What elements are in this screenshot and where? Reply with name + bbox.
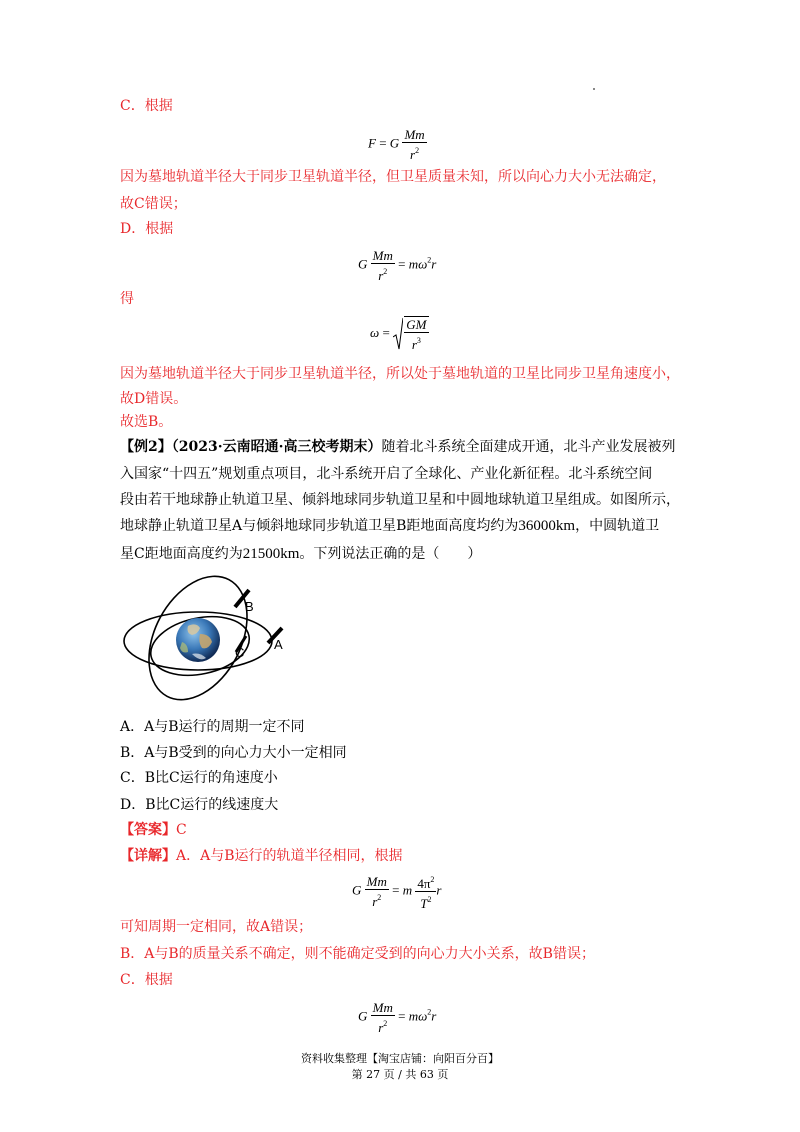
option-c: C．B比C运行的角速度小: [120, 770, 278, 786]
example2-tag: 【例2】: [120, 439, 172, 455]
page-number: 第 27 页 / 共 63 页: [351, 1068, 449, 1081]
answer-line: [120, 820, 187, 840]
label-a: A: [274, 637, 283, 652]
orbit-diagram: [118, 568, 298, 708]
equation-angular-velocity: G $\frac{Mm}{r^2}$ = $m\omega^2r$: [358, 248, 437, 283]
example2-source: （2023·云南昭通·高三校考期末）: [171, 439, 382, 455]
choose-b: 故选B。: [120, 414, 173, 430]
height-value-ab: 36000km: [518, 518, 576, 534]
earth-icon: [176, 618, 220, 662]
detail-label: 【详解】: [120, 848, 176, 864]
option-b: B．A与B受到的向心力大小一定相同: [120, 745, 347, 761]
d-reason-line-2: 故D错误。: [120, 391, 188, 407]
example2-line-1: 【例2】（2023·云南昭通·高三校考期末）随着北斗系统全面建成开通，北斗产业发展被列: [120, 439, 676, 455]
detail-line-1: 【详解】A．A与B运行的轨道半径相同，根据: [120, 848, 403, 864]
answer-label: 【答案】: [120, 822, 176, 838]
equation-period: G $\frac{Mm}{r^2}$ = m $\frac{4\pi^2}{T^2}$ r: [352, 874, 442, 911]
c-reason-line-1: 因为墓地轨道半径大于同步卫星轨道半径，但卫星质量未知，所以向心力大小无法确定，: [120, 169, 666, 185]
c-label: C．根据: [120, 98, 173, 114]
equation-gravity-force: F = G $\frac{Mm}{r^2}$: [368, 127, 425, 162]
example2-line-5: 星C距地面高度约为21500km。下列说法正确的是（ ）: [120, 546, 482, 562]
label-b: B: [245, 599, 254, 614]
footer-source: 资料收集整理【淘宝店铺：向阳百分百】: [301, 1052, 499, 1065]
detail-line-2: 可知周期一定相同，故A错误；: [120, 919, 313, 935]
answer-value: C: [176, 822, 187, 838]
example2-line-2: 入国家“十四五”规划重点项目，北斗系统开启了全球化、产业化新征程。北斗系统空间: [120, 466, 653, 482]
radical-icon: [393, 317, 403, 351]
example2-line-3: 段由若干地球静止轨道卫星、倾斜地球同步轨道卫星和中圆地球轨道卫星组成。如图所示，: [120, 492, 680, 508]
sqrt-sign: [393, 317, 403, 351]
stray-dot: [593, 88, 595, 90]
label-c: C: [235, 645, 245, 660]
de-label: 得: [120, 291, 134, 307]
option-a: A．A与B运行的周期一定不同: [120, 719, 305, 735]
detail-line-4: C．根据: [120, 972, 173, 988]
example2-line-4: 地球静止轨道卫星A与倾斜地球同步轨道卫星B距地面高度均约为36000km，中圆轨道卫: [120, 518, 660, 534]
d-reason-line-1: 因为墓地轨道半径大于同步卫星轨道半径，所以处于墓地轨道的卫星比同步卫星角速度小，: [120, 366, 680, 382]
c-reason-line-2: 故C错误；: [120, 196, 187, 212]
equation-omega-sqrt: ω = $\frac{GM}{r^3}$: [370, 317, 427, 352]
height-value-c: 21500km: [242, 546, 300, 562]
equation-angular-velocity-2: G $\frac{Mm}{r^2}$ = $m\omega^2r$: [358, 1000, 437, 1035]
d-label: D．根据: [120, 221, 174, 237]
detail-line-3: B．A与B的质量关系不确定，则不能确定受到的向心力大小关系，故B错误；: [120, 946, 595, 962]
option-d: D．B比C运行的线速度大: [120, 797, 279, 813]
